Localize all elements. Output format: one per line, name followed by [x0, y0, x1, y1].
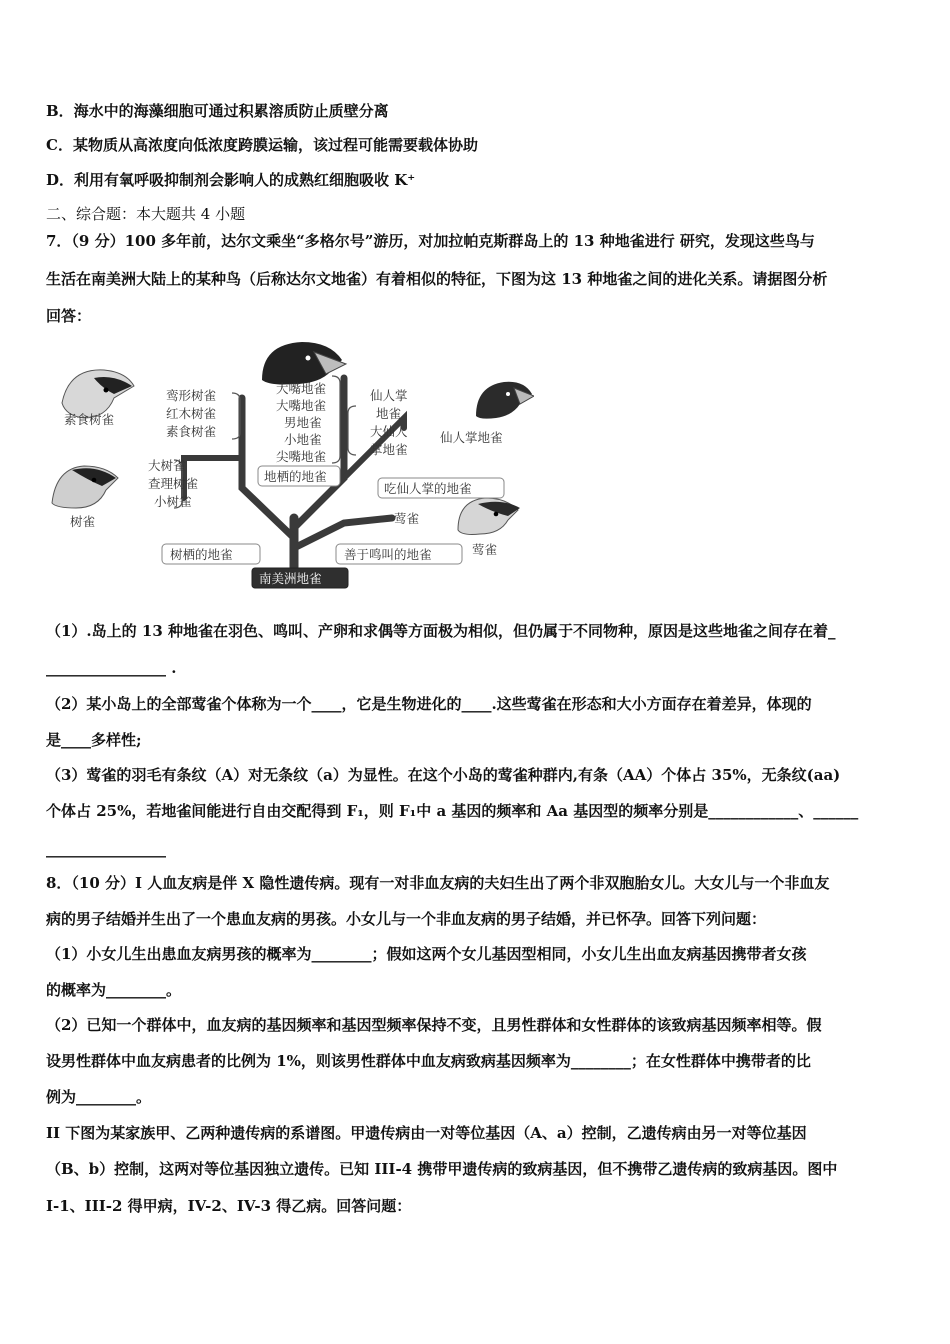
group3-item: 小地雀: [284, 432, 322, 447]
label-veg-finch: 素食树雀: [64, 412, 115, 427]
q7-text-1: 7．（9 分）100 多年前，达尔文乘坐“多格尔号”游历，对加拉帕克斯群岛上的 13 种地雀进行 研究，发现这些鸟与: [46, 232, 815, 250]
group4-item: 大仙人: [370, 424, 408, 439]
section-heading: 二、综合题：本大题共 4 小题: [46, 205, 246, 223]
box-cactus-finch: 吃仙人掌的地雀: [384, 481, 472, 496]
group3-item: 大嘴地雀: [276, 381, 327, 396]
group3-item: 大嘴地雀: [276, 398, 327, 413]
group4-item: 仙人掌: [370, 388, 408, 403]
q8-text-2: 病的男子结婚并生出了一个患血友病的男孩。小女儿与一个非血友病的男子结婚，并已怀孕。回答下列问题：: [46, 910, 767, 928]
group1-item: 素食树雀: [166, 424, 217, 439]
group3-item: 尖嘴地雀: [276, 449, 327, 464]
bird-head-large-ground: [262, 342, 346, 385]
bird-head-veg: [62, 370, 134, 418]
q8-sub1-1: （1）小女儿生出患血友病男孩的概率为________；假如这两个女儿基因型相同，小女儿生出血友病基因携带者女孩: [46, 945, 807, 963]
label-warbler-finch: 莺雀: [472, 542, 498, 557]
finch-evolution-figure: [44, 338, 534, 590]
option-b: B．海水中的海藻细胞可通过积累溶质防止质壁分离: [46, 102, 389, 120]
option-c: C．某物质从高浓度向低浓度跨膜运输，该过程可能需要载体协助: [46, 136, 478, 154]
q7-text-3: 回答：: [46, 307, 92, 325]
group2-item: 小树雀: [154, 494, 192, 509]
group2-item: 查理树雀: [148, 476, 199, 491]
q8-part2-1: II 下图为某家族甲、乙两种遗传病的系谱图。甲遗传病由一对等位基因（A、a）控制，乙遗传病由另一对等位基因: [46, 1124, 807, 1142]
q8-sub1-2: 的概率为________。: [46, 981, 182, 999]
group4-item: 地雀: [376, 406, 402, 421]
group2-item: 大树雀: [148, 458, 186, 473]
q8-sub2-2: 设男性群体中血友病患者的比例为 1%，则该男性群体中血友病致病基因频率为________；在女性群体中携带者的比: [46, 1052, 811, 1070]
option-d: D．利用有氧呼吸抑制剂会影响人的成熟红细胞吸收 K⁺: [46, 171, 416, 189]
bird-head-tree: [52, 466, 118, 508]
box-singing-finch: 善于鸣叫的地雀: [344, 547, 432, 562]
label-warbler-branch: 莺雀: [394, 511, 420, 526]
group3-item: 男地雀: [284, 415, 322, 430]
q8-sub2-1: （2）已知一个群体中，血友病的基因频率和基因型频率保持不变，且男性群体和女性群体的该致病基因频率相等。假: [46, 1016, 822, 1034]
bird-head-cactus: [476, 382, 534, 419]
q7-sub1-1: （1）.岛上的 13 种地雀在羽色、鸣叫、产卵和求偶等方面极为相似，但仍属于不同物种，原因是这些地雀之间存在着_: [46, 622, 836, 640]
group1-item: 红木树雀: [166, 406, 217, 421]
q7-sub3-1: （3）莺雀的羽毛有条纹（A）对无条纹（a）为显性。在这个小岛的莺雀种群内,有条（AA）个体占 35%，无条纹(aa): [46, 766, 841, 784]
label-cactus-finch: 仙人掌地雀: [440, 430, 503, 445]
q7-sub3-2: 个体占 25%，若地雀间能进行自由交配得到 F₁，则 F₁中 a 基因的频率和 Aa 基因型的频率分别是____________、______: [46, 802, 859, 820]
q7-sub2-1: （2）某小岛上的全部莺雀个体称为一个____，它是生物进化的____.这些莺雀在形态和大小方面存在着差异，体现的: [46, 695, 812, 713]
q8-part2-2: （B、b）控制，这两对等位基因独立遗传。已知 III-4 携带甲遗传病的致病基因，但不携带乙遗传病的致病基因。图中: [46, 1160, 838, 1178]
q7-text-2: 生活在南美洲大陆上的某种鸟（后称达尔文地雀）有着相似的特征，下图为这 13 种地雀之间的进化关系。请据图分析: [46, 270, 828, 288]
root-label: 南美洲地雀: [259, 571, 322, 586]
q7-sub3-3: ________________: [46, 840, 166, 858]
q7-sub2-2: 是____多样性;: [46, 731, 142, 749]
bird-head-warbler: [458, 498, 520, 535]
label-tree-finch: 树雀: [70, 514, 96, 529]
box-tree-finch: 树栖的地雀: [170, 547, 233, 562]
q8-text-1: 8．（10 分）I 人血友病是伴 X 隐性遗传病。现有一对非血友病的夫妇生出了两个非双胞胎女儿。大女儿与一个非血友: [46, 874, 830, 892]
q7-sub1-2: ________________ .: [46, 659, 177, 677]
q8-sub2-3: 例为________。: [46, 1088, 152, 1106]
group1-item: 鸾形树雀: [166, 388, 217, 403]
q8-part2-3: I-1、III-2 得甲病，IV-2、IV-3 得乙病。回答问题：: [46, 1197, 412, 1215]
box-ground-finch: 地栖的地雀: [264, 469, 327, 484]
group4-item: 掌地雀: [370, 442, 408, 457]
